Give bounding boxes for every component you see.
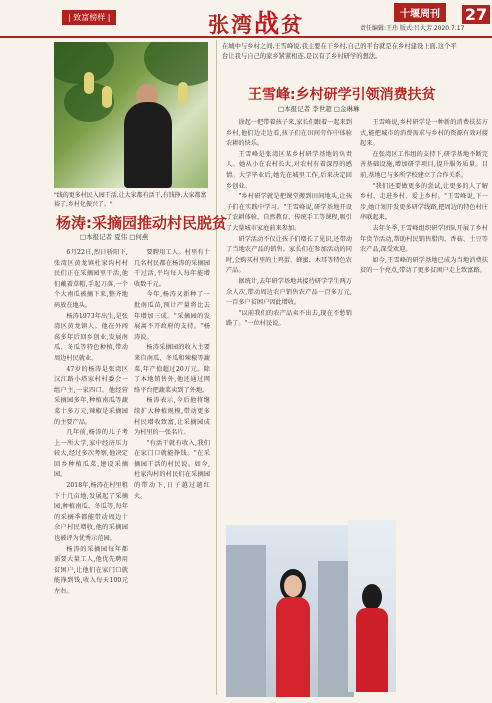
paragraph: 2018年,杨涛在村里租下十几亩地,发展起了采摘园,种植南瓜、冬瓜等,每年的采摘季都能带动周边十余户村民增收,他的采摘园也被评为优秀示范园。 [54,482,128,543]
article2-lead: 在城中与乡村之间,王雪峰说,我主要在干乡村,自己的平台就是在乡村建设上面,这个平台让我与自己的家乡紧紧相连,是以有了乡村研学的想法。 [222,43,457,60]
article2-title: 王雪峰:乡村研学引领消费扶贫 [248,87,436,103]
section-tag: | 致富榜样 | [62,10,116,25]
portrait-body [276,597,310,697]
article1-title: 杨涛:采摘园推动村民脱贫 [56,214,227,232]
paragraph: 研学活动不仅让孩子们增长了见识,还带动了当地农产品的销售。家长们在参加活动的同时,会购买村里的土鸡蛋、蜂蜜、木耳等特色农产品。 [226,235,352,275]
paragraph: 杨涛的采摘园每年都需要大量工人,他优先聘用贫困户,让他们在家门口就能挣到钱,收入每天100元左右。 [54,545,128,595]
woman-head [362,584,382,610]
paragraph: "以前我们的农产品卖不出去,现在不愁销路了。"一位村民说。 [226,309,352,328]
column-divider [216,40,217,695]
portrait-face [284,575,302,597]
squash [178,82,188,104]
farmer-photo [54,42,208,188]
article2-column-1 [226,118,352,518]
woman-photo [348,520,396,692]
portrait-photo [226,525,354,697]
squash [84,72,94,94]
paragraph: 王雪峰说,乡村研学是一种新的消费扶贫方式,能把城市的消费需求与乡村的资源有效对接起来。 [360,119,488,148]
page-number: 27 [462,5,490,24]
photo-caption: "线的更多村民入园干活,让大家都有活干,有钱挣,大家都富裕了,乡村化振兴了。" [54,192,207,208]
paragraph: 6月22日,烈日骄阳下,张湾区黄龙镇杜家沟村村民们正在采摘园里干活,他们戴着草帽,手起刀落,一个个大南瓜被摘下来,整齐地码放在地头。 [54,249,128,309]
paragraph: 杨涛1973年出生,是张湾区黄龙镇人。他在外闯荡多年后回乡创业,发展南瓜、冬瓜等特色种植,带动周边村民就业。 [54,312,128,362]
page-banner [208,4,304,40]
paragraph: 据统计,去年研学基地共接待研学学生两万余人次,带动周边农户销售农产品一百多万元,一百多户贫困户因此增收。 [226,277,352,307]
paragraph: 几年前,杨涛的儿子考上一所大学,家中经济压力较大,经过多次考察,他决定回乡种植瓜菜,建设采摘园。 [54,429,128,479]
paragraph: 在张湾区工作组的支持下,研学基地不断完善基础设施,增加研学项目,提升服务质量。目前,基地已与多所学校建立了合作关系。 [360,150,488,179]
article2-column-2 [360,118,488,518]
paragraph: "有活干就有收入,我们在家门口就能挣钱。"在采摘园干活的村民说。如今,杜家沟村的村民们在采摘园的带动下,日子越过越红火。 [134,439,210,500]
paragraph: 要聘用工人。村里有十几名村民都在杨涛的采摘园干过活,平均每人每年能增收数千元。 [134,249,210,288]
paragraph: 杨涛表示,今后他将继续扩大种植规模,带动更多村民增收致富,让采摘园成为村里的一张名片。 [134,397,210,437]
banner-highlight: 战 [254,9,282,38]
paragraph: 徐起一把带着孩子来,家长们跟着一起来到乡村,他们边走边看,孩子们在田间劳作中体验农耕的快乐。 [226,119,352,148]
article2-byline: □本报记者 李世超 □金琳琳 [278,105,360,113]
article1-column-2 [134,248,210,696]
publication-name: 十堰周刊 [394,3,446,22]
banner-pre: 张湾 [208,12,254,37]
leaf-shape [144,42,208,86]
paragraph: 杨涛采摘园的收入主要来自南瓜、冬瓜和辣椒等蔬菜,年产值超过20万元。除了本地销售外,他还通过网络平台把蔬菜卖到了外地。 [134,344,210,394]
woman-body [356,608,388,692]
paragraph: 47岁的杨涛是张湾区汉江路小塔家村村委会一组户主,一家四口。他经营采摘园多年,种植南瓜等蔬菜十多万元,辣椒是采摘园的主要产品。 [54,365,128,426]
article1-column-1 [54,248,128,696]
paragraph: 王雪峰是张湾区某乡村研学基地的负责人。她从小在农村长大,对农村有着深厚的感情。大学毕业后,她先在城里工作,后来决定回乡创业。 [226,150,352,190]
paragraph: 今年,杨涛又新种了一批南瓜苗,预计产量将比去年增加三成。"采摘园的发展离不开政府的支持。"杨涛说。 [134,291,210,341]
paragraph: "我们还要做更多的尝试,让更多的人了解乡村、走进乡村、爱上乡村。"王雪峰说,下一步,她计划开发更多研学线路,把周边的特色村庄串联起来。 [360,182,488,222]
editor-line: 责任编辑:王玮 版式:吕大芳 2020.7.17 [360,25,465,32]
building-shape [226,545,266,697]
squash [102,86,112,108]
paragraph: 如今,王雪峰的研学基地已成为当地消费扶贫的一个亮点,带动了更多贫困户走上致富路。 [360,256,488,275]
article1-byline: □本报记者 夏伟 □何燕 [80,233,149,241]
paragraph: "乡村研学就是把课堂搬到田间地头,让孩子们在实践中学习。"王雪峰说,研学基地开设了农耕体验、自然教育、传统手工等课程,吸引了大量城市家庭前来参加。 [226,193,352,232]
farmer-figure [124,102,172,188]
banner-post: 贫 [281,12,305,37]
page-header [0,0,492,38]
paragraph: 去年冬季,王雪峰组织研学团队开展了乡村年货节活动,帮助村民销售腊肉、香菇、土豆等农产品,深受欢迎。 [360,224,488,254]
